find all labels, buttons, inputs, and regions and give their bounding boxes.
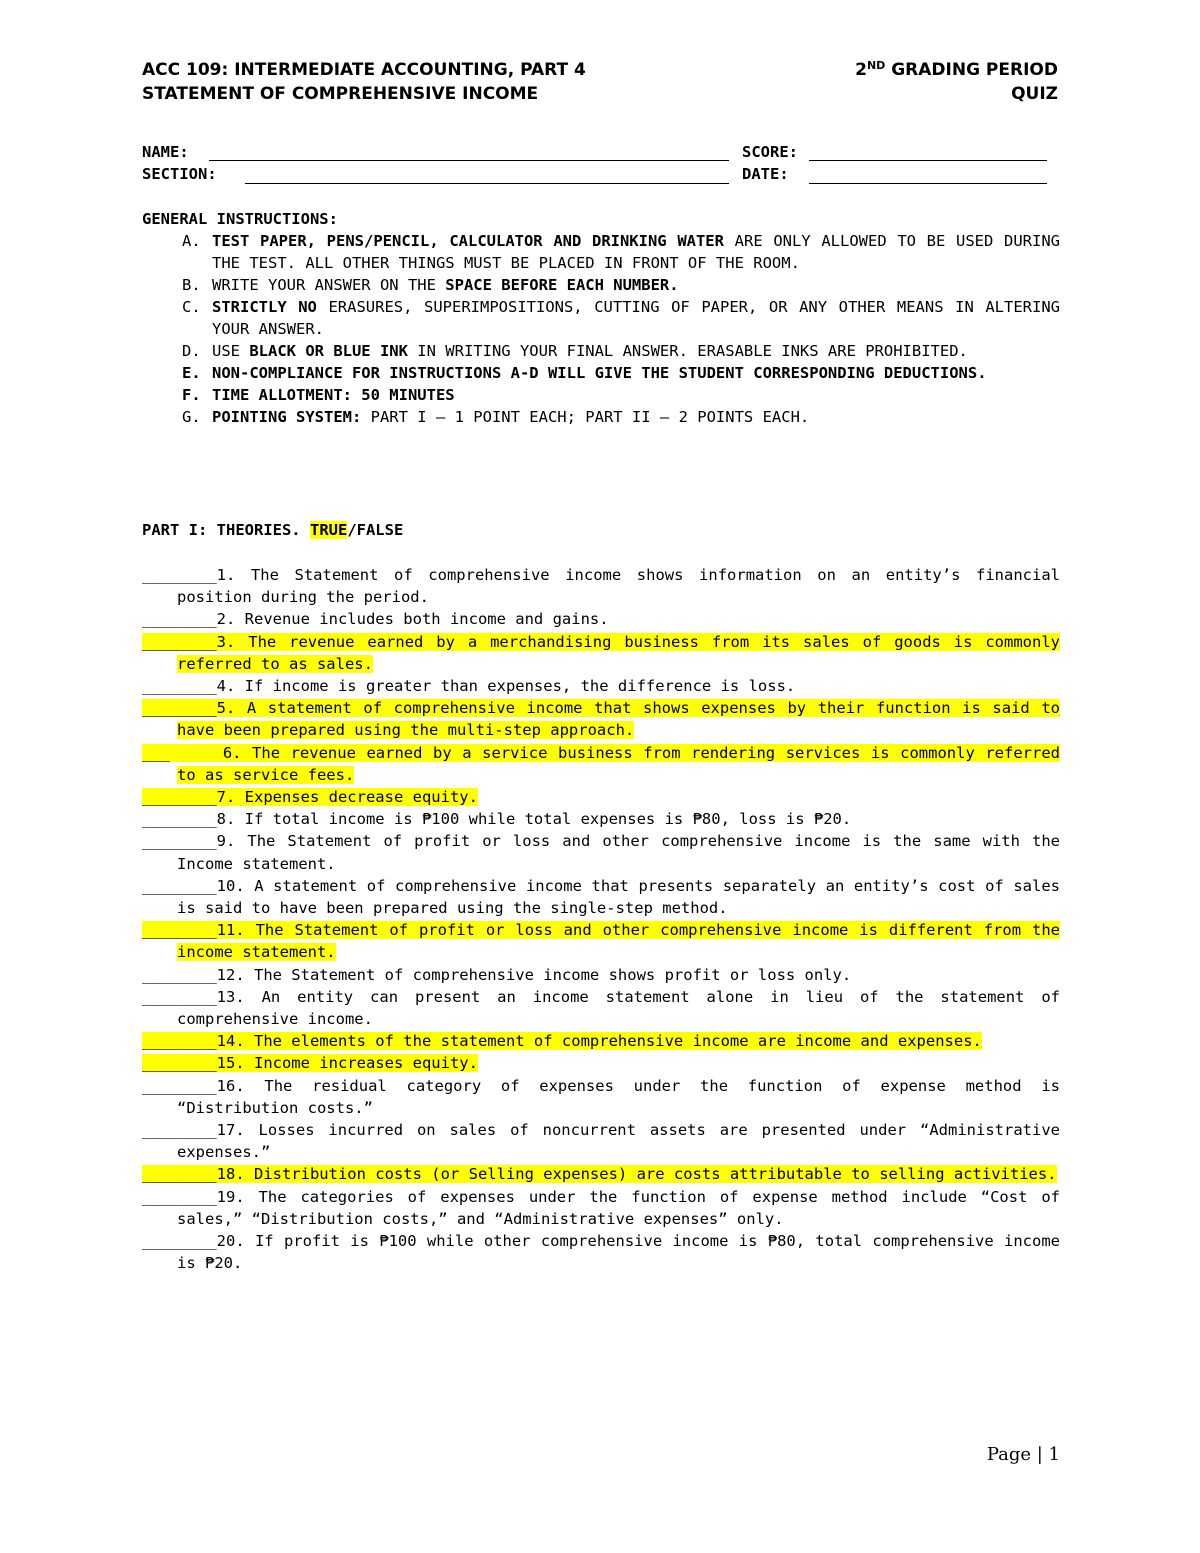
question-text: 1. The Statement of comprehensive income shows information on an entity’s financial position during the period.: [177, 566, 1060, 607]
section-label: SECTION:: [142, 165, 217, 183]
quiz-label: QUIZ: [1011, 84, 1058, 104]
answer-blank[interactable]: ________: [142, 1232, 217, 1251]
page-number: Page | 1: [986, 1444, 1060, 1465]
question-item: [142, 919, 1060, 963]
score-field[interactable]: [809, 160, 1047, 161]
instruction-b: B. WRITE YOUR ANSWER ON THE SPACE BEFORE EACH NUMBER.: [182, 276, 679, 294]
part-one-title: PART I: THEORIES. TRUE/FALSE: [142, 521, 404, 539]
answer-blank[interactable]: ________: [142, 1054, 217, 1073]
topic-title: STATEMENT OF COMPREHENSIVE INCOME: [142, 84, 539, 104]
answer-blank[interactable]: ________: [142, 610, 217, 629]
instruction-e: E. NON-COMPLIANCE FOR INSTRUCTIONS A-D WILL GIVE THE STUDENT CORRESPONDING DEDUCTIONS.: [182, 364, 987, 382]
grading-period: 2ND GRADING PERIOD: [855, 59, 1058, 80]
answer-blank[interactable]: ___: [142, 743, 223, 762]
question-item: [142, 1186, 1060, 1230]
question-text: 16. The residual category of expenses under the function of expense method is “Distribution costs.”: [177, 1076, 1060, 1117]
question-text: 18. Distribution costs (or Selling expenses) are costs attributable to selling activities.: [216, 1165, 1057, 1184]
question-item: [142, 742, 1060, 786]
question-item: [142, 808, 1060, 830]
answer-blank[interactable]: ________: [142, 1076, 217, 1095]
question-text: 11. The Statement of profit or loss and other comprehensive income is different from the income statement.: [177, 921, 1060, 962]
question-text: 15. Income increases equity.: [216, 1054, 478, 1073]
answer-blank[interactable]: ________: [142, 965, 217, 984]
answer-blank[interactable]: ________: [142, 832, 217, 851]
question-item: [142, 1230, 1060, 1274]
answer-blank[interactable]: ________: [142, 1121, 217, 1140]
answer-blank[interactable]: ________: [142, 921, 217, 940]
question-text: 6. The revenue earned by a service business from rendering services is commonly referred to as service fees.: [177, 743, 1061, 784]
instructions-title: GENERAL INSTRUCTIONS:: [142, 210, 338, 228]
question-item: [142, 1075, 1060, 1119]
question-item: [142, 830, 1060, 874]
question-item: [142, 786, 1060, 808]
answer-blank[interactable]: ________: [142, 810, 217, 829]
question-text: 4. If income is greater than expenses, the difference is loss.: [216, 677, 796, 696]
question-item: [142, 631, 1060, 675]
question-text: 12. The Statement of comprehensive income shows profit or loss only.: [216, 965, 852, 984]
name-field[interactable]: [209, 160, 729, 161]
question-text: 2. Revenue includes both income and gains.: [216, 610, 609, 629]
instruction-f: F. TIME ALLOTMENT: 50 MINUTES: [182, 386, 455, 404]
date-label: DATE:: [742, 165, 789, 183]
document-header-left: [142, 58, 586, 106]
question-item: [142, 1163, 1060, 1185]
question-item: [142, 1030, 1060, 1052]
instruction-c: C. STRICTLY NO ERASURES, SUPERIMPOSITIONS, CUTTING OF PAPER, OR ANY OTHER MEANS IN ALTERING YOUR ANSWER.: [182, 298, 1060, 338]
answer-blank[interactable]: ________: [142, 566, 217, 584]
question-text: 9. The Statement of profit or loss and other comprehensive income is the same with the Income statement.: [177, 832, 1060, 873]
question-item: [142, 697, 1060, 741]
instruction-d: D. USE BLACK OR BLUE INK IN WRITING YOUR FINAL ANSWER. ERASABLE INKS ARE PROHIBITED.: [182, 342, 968, 360]
question-text: 14. The elements of the statement of comprehensive income are income and expenses.: [216, 1032, 982, 1051]
question-text: 5. A statement of comprehensive income that shows expenses by their function is said to have been prepared using the multi-step approach.: [177, 699, 1060, 740]
question-item: [142, 964, 1060, 986]
question-item: [142, 608, 1060, 630]
question-item: [142, 1052, 1060, 1074]
question-text: 17. Losses incurred on sales of noncurrent assets are presented under “Administrative expenses.”: [177, 1121, 1060, 1162]
date-field[interactable]: [809, 183, 1047, 184]
answer-blank[interactable]: ________: [142, 987, 217, 1006]
name-label: NAME:: [142, 143, 189, 161]
question-item: [142, 675, 1060, 697]
answer-blank[interactable]: ________: [142, 788, 217, 807]
question-text: 20. If profit is ₱100 while other comprehensive income is ₱80, total comprehensive income is ₱20.: [177, 1232, 1060, 1273]
question-text: 8. If total income is ₱100 while total expenses is ₱80, loss is ₱20.: [216, 810, 852, 829]
true-highlight: TRUE: [309, 521, 348, 539]
score-label: SCORE:: [742, 143, 798, 161]
question-item: [142, 986, 1060, 1030]
question-text: 19. The categories of expenses under the function of expense method include “Cost of sales,” “Distribution costs,” and “Administrative expenses” only.: [177, 1187, 1060, 1228]
question-text: 7. Expenses decrease equity.: [216, 788, 478, 807]
answer-blank[interactable]: ________: [142, 632, 217, 651]
question-text: 10. A statement of comprehensive income that presents separately an entity’s cost of sales is said to have been prepared using the single-step method.: [177, 876, 1060, 918]
general-instructions: [142, 208, 1060, 428]
section-field[interactable]: [245, 183, 729, 184]
answer-blank[interactable]: ________: [142, 677, 217, 696]
answer-blank[interactable]: ________: [142, 1165, 217, 1184]
answer-blank[interactable]: ________: [142, 1187, 217, 1206]
question-text: 13. An entity can present an income statement alone in lieu of the statement of comprehensive income.: [177, 987, 1060, 1029]
course-title: ACC 109: INTERMEDIATE ACCOUNTING, PART 4: [142, 60, 586, 80]
answer-blank[interactable]: ________: [142, 876, 217, 895]
instruction-a: A. TEST PAPER, PENS/PENCIL, CALCULATOR AND DRINKING WATER ARE ONLY ALLOWED TO BE USED DURING THE TEST. ALL OTHER THINGS MUST BE PLACED IN FRONT OF THE ROOM.: [182, 232, 1060, 272]
question-list: [142, 564, 1060, 1275]
instruction-g: G. POINTING SYSTEM: PART I – 1 POINT EACH; PART II – 2 POINTS EACH.: [182, 408, 810, 426]
answer-blank[interactable]: ________: [142, 699, 217, 718]
document-header-right: [855, 58, 1058, 106]
question-text: 3. The revenue earned by a merchandising business from its sales of goods is commonly referred to as sales.: [177, 632, 1060, 673]
answer-blank[interactable]: ________: [142, 1032, 217, 1051]
question-item: [142, 564, 1060, 608]
question-item: [142, 1119, 1060, 1163]
question-item: [142, 875, 1060, 919]
